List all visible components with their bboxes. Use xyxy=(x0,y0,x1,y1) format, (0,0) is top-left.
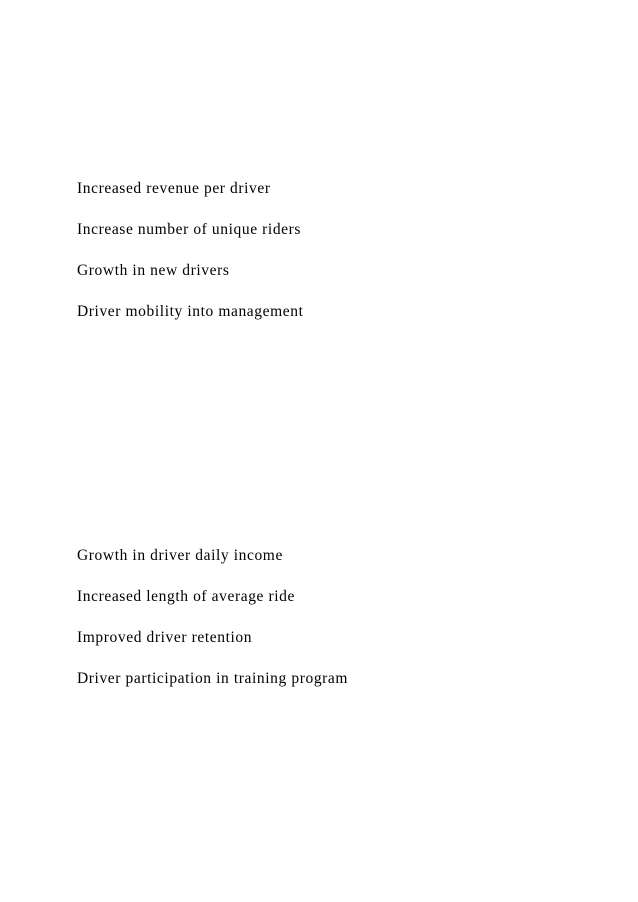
list-item: Driver mobility into management xyxy=(77,303,304,320)
list-item: Increased revenue per driver xyxy=(77,180,271,197)
list-item: Growth in new drivers xyxy=(77,262,230,279)
metric-list-2 xyxy=(77,546,348,710)
metric-list-1 xyxy=(77,179,304,343)
list-item: Increased length of average ride xyxy=(77,588,296,605)
list-item: Driver participation in training program xyxy=(77,670,349,687)
list-item: Growth in driver daily income xyxy=(77,547,283,564)
list-item: Improved driver retention xyxy=(77,629,253,646)
list-item: Increase number of unique riders xyxy=(77,221,302,238)
